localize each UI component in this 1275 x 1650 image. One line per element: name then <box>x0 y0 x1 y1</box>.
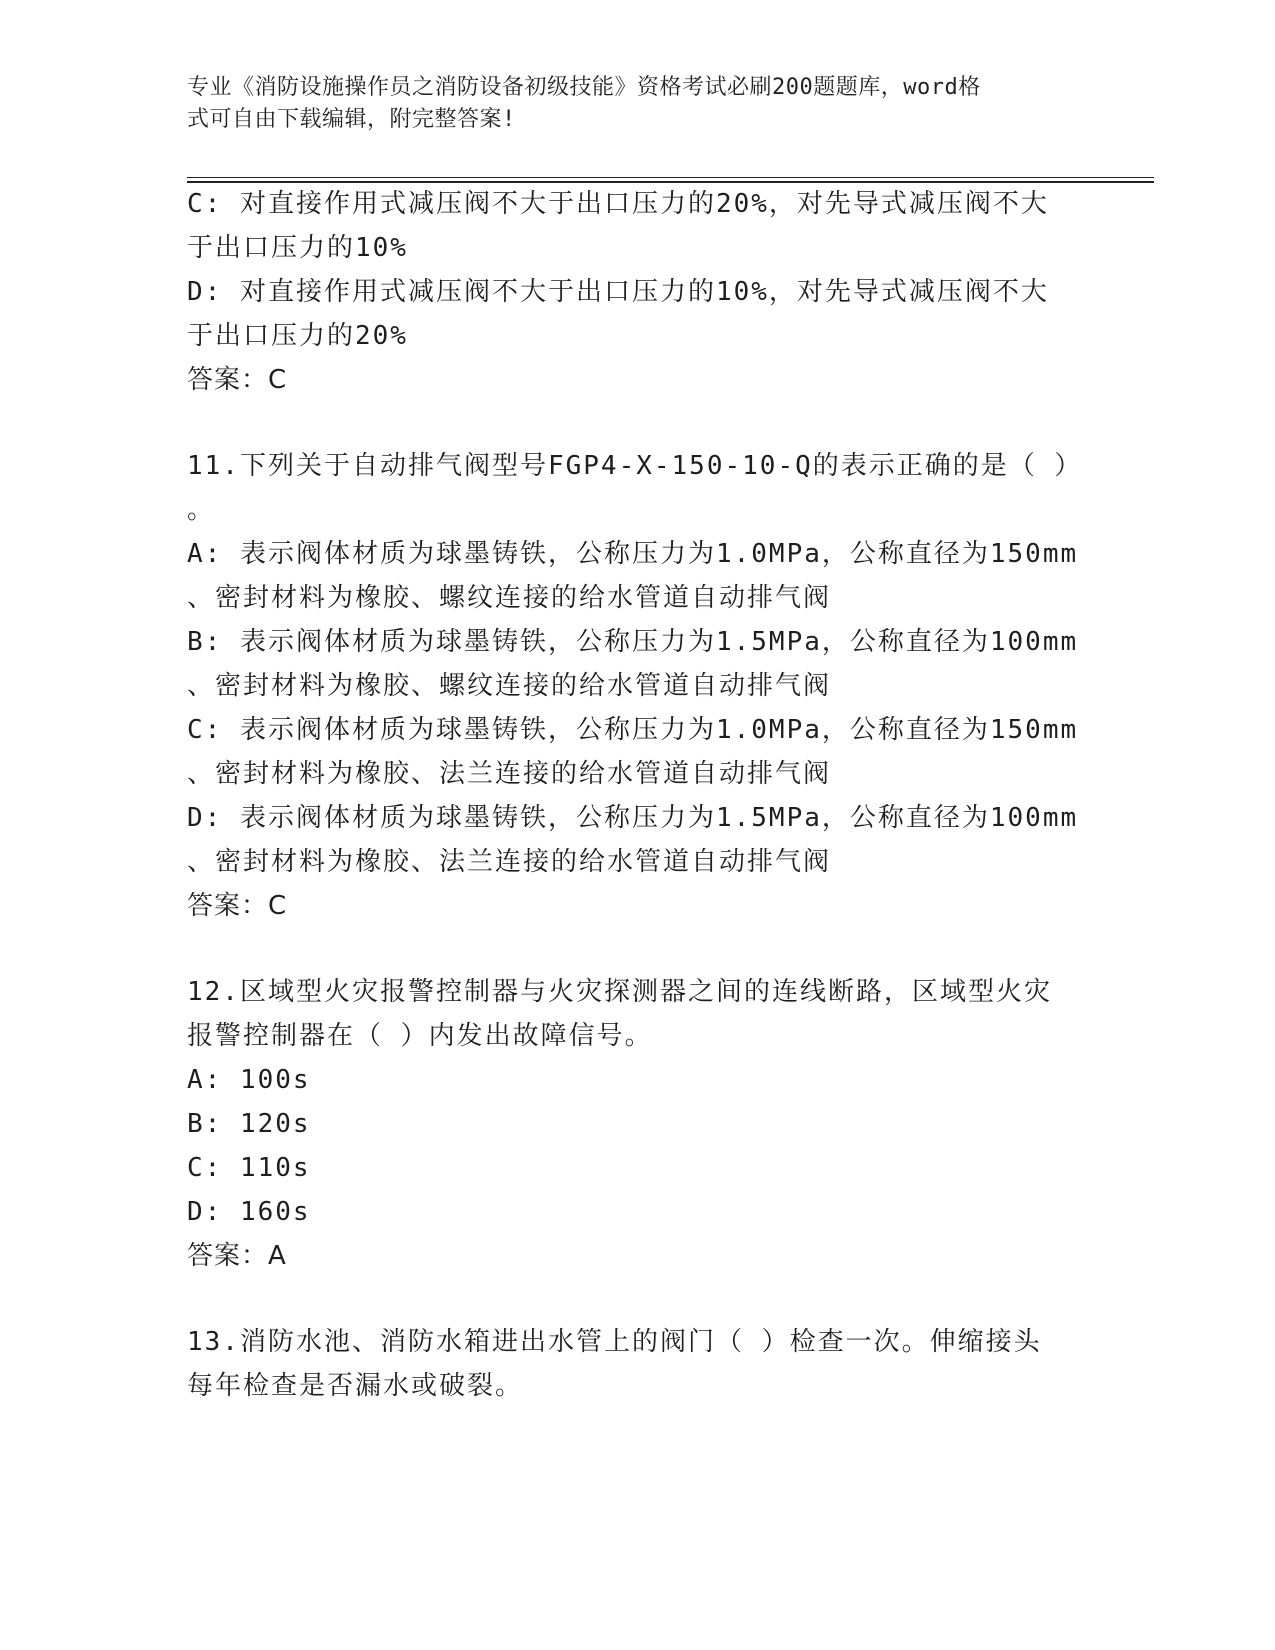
q12-option-b: B: 120s <box>187 1109 311 1139</box>
header-title-line-2: 式可自由下载编辑，附完整答案! <box>187 107 516 132</box>
q13-stem-line-1: 13.消防水池、消防水箱进出水管上的阀门（ ）检查一次。伸缩接头 <box>187 1327 1042 1357</box>
q11-option-d-line-2: 、密封材料为橡胶、法兰连接的给水管道自动排气阀 <box>187 847 832 877</box>
q11-option-d-line-1: D: 表示阀体材质为球墨铸铁，公称压力为1.5MPa，公称直径为100mm <box>187 803 1079 833</box>
q10-option-c-line-1: C: 对直接作用式减压阀不大于出口压力的20%，对先导式减压阀不大 <box>187 189 1049 219</box>
q11-stem-line-2: 。 <box>187 495 216 525</box>
header-divider-thin <box>187 177 1154 178</box>
q10-answer: 答案：C <box>187 365 288 395</box>
q12-answer: 答案：A <box>187 1241 287 1271</box>
q12-option-c: C: 110s <box>187 1153 311 1183</box>
q11-option-c-line-1: C: 表示阀体材质为球墨铸铁，公称压力为1.0MPa，公称直径为150mm <box>187 715 1079 745</box>
q11-answer: 答案：C <box>187 891 288 921</box>
q11-option-b-line-2: 、密封材料为橡胶、螺纹连接的给水管道自动排气阀 <box>187 671 832 701</box>
q10-option-c-line-2: 于出口压力的10% <box>187 233 408 263</box>
q11-option-b-line-1: B: 表示阀体材质为球墨铸铁，公称压力为1.5MPa，公称直径为100mm <box>187 627 1079 657</box>
q10-option-d-line-2: 于出口压力的20% <box>187 321 408 351</box>
q12-stem-line-2: 报警控制器在（ ）内发出故障信号。 <box>187 1021 653 1051</box>
q12-option-d: D: 160s <box>187 1197 311 1227</box>
q11-stem-line-1: 11.下列关于自动排气阀型号FGP4-X-150-10-Q的表示正确的是（ ） <box>187 451 1083 481</box>
q12-option-a: A: 100s <box>187 1065 311 1095</box>
q11-option-a-line-2: 、密封材料为橡胶、螺纹连接的给水管道自动排气阀 <box>187 583 832 613</box>
q11-option-c-line-2: 、密封材料为橡胶、法兰连接的给水管道自动排气阀 <box>187 759 832 789</box>
q10-option-d-line-1: D: 对直接作用式减压阀不大于出口压力的10%，对先导式减压阀不大 <box>187 277 1049 307</box>
q12-stem-line-1: 12.区域型火灾报警控制器与火灾探测器之间的连线断路，区域型火灾 <box>187 977 1052 1007</box>
q13-stem-line-2: 每年检查是否漏水或破裂。 <box>187 1371 524 1401</box>
document-header <box>187 72 1067 136</box>
q11-option-a-line-1: A: 表示阀体材质为球墨铸铁，公称压力为1.0MPa，公称直径为150mm <box>187 539 1079 569</box>
header-title-line-1: 专业《消防设施操作员之消防设备初级技能》资格考试必刷200题题库，word格 <box>187 75 981 100</box>
